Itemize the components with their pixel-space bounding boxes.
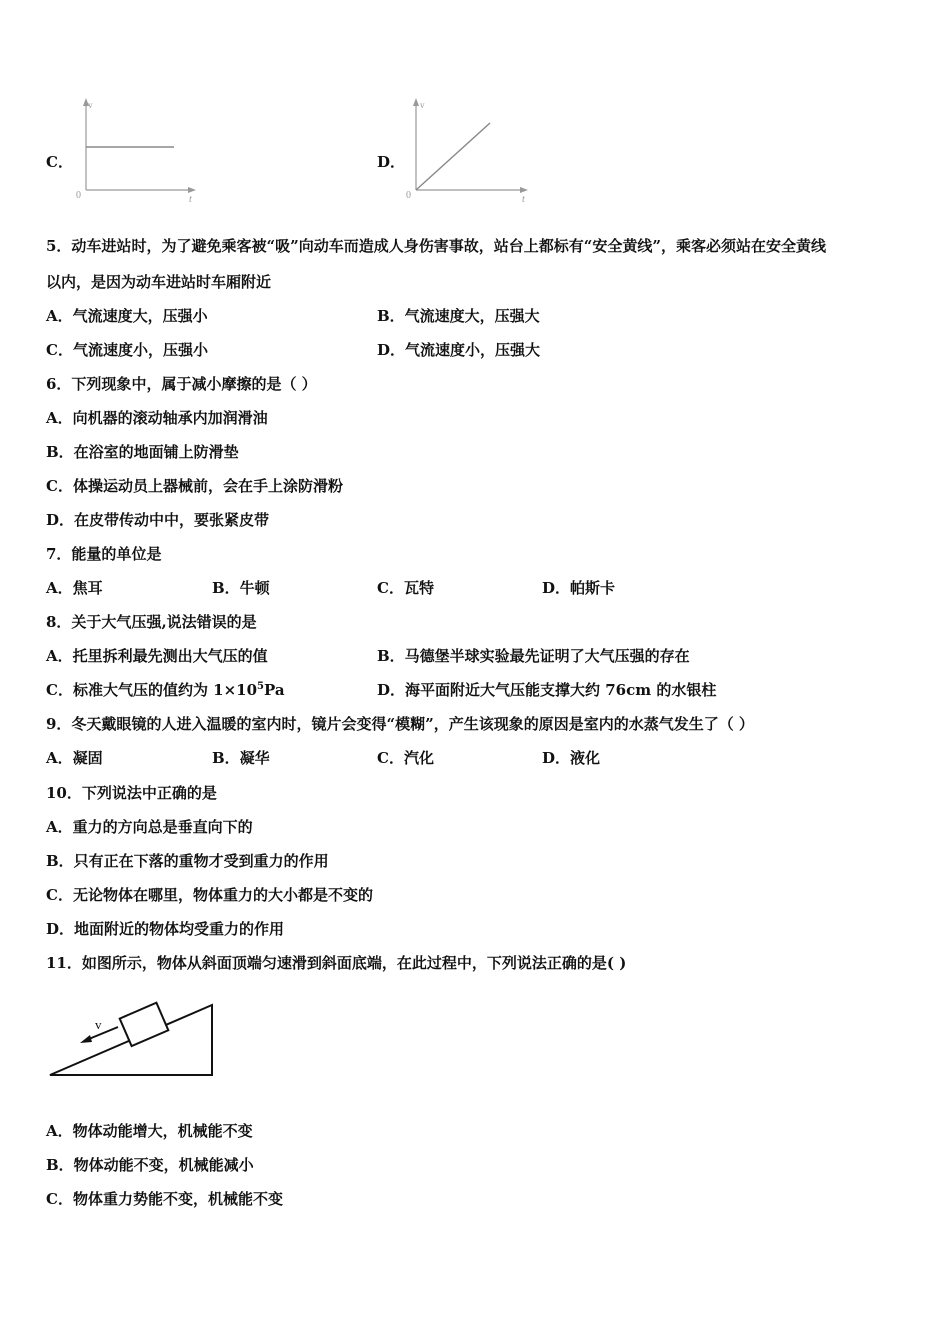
y-axis-label: v <box>88 100 93 110</box>
q8-option-a: A．托里拆利最先测出大气压的值 <box>46 647 268 665</box>
q11-option-c: C．物体重力势能不变，机械能不变 <box>46 1190 283 1208</box>
q8-option-d: D．海平面附近大气压能支撑大约 76cm 的水银柱 <box>377 681 717 699</box>
q10-option-a: A．重力的方向总是垂直向下的 <box>46 818 253 836</box>
q9-option-a: A．凝固 <box>46 749 103 767</box>
q9-option-d: D．液化 <box>542 749 601 767</box>
q7-stem: 7．能量的单位是 <box>46 545 162 563</box>
origin-label: 0 <box>406 190 411 201</box>
q8-option-c <box>46 680 285 700</box>
incline-figure <box>44 985 220 1081</box>
x-axis-label: t <box>189 194 192 205</box>
q9-option-c: C．汽化 <box>377 749 434 767</box>
x-axis-arrow-icon <box>520 187 528 193</box>
velocity-label: v <box>95 1017 102 1032</box>
q11-option-a: A．物体动能增大，机械能不变 <box>46 1122 253 1140</box>
q10-stem: 10．下列说法中正确的是 <box>46 784 217 802</box>
x-axis-arrow-icon <box>188 187 196 193</box>
q5-option-a: A．气流速度大，压强小 <box>46 307 208 325</box>
vt-graph-d <box>400 96 540 206</box>
q8-option-c-exponent: 5 <box>257 681 265 692</box>
vt-graph-c <box>70 96 210 206</box>
q6-option-d: D．在皮带传动中中，要张紧皮带 <box>46 511 270 529</box>
q6-option-a: A．向机器的滚动轴承内加润滑油 <box>46 409 268 427</box>
q5-option-d: D．气流速度小，压强大 <box>377 341 541 359</box>
q10-option-b: B．只有正在下落的重物才受到重力的作用 <box>46 852 329 870</box>
q9-stem: 9．冬天戴眼镜的人进入温暖的室内时，镜片会变得“模糊”，产生该现象的原因是室内的水蒸气发生了（ ） <box>46 715 754 733</box>
origin-label: 0 <box>76 190 81 201</box>
q8-option-c-unit: Pa <box>264 681 285 699</box>
q6-option-c: C．体操运动员上器械前，会在手上涂防滑粉 <box>46 477 343 495</box>
q8-option-c-text: C．标准大气压的值约为 1×10 <box>46 681 258 699</box>
sliding-block <box>120 1003 169 1046</box>
option-c-label: C． <box>46 153 73 171</box>
q11-stem: 11．如图所示，物体从斜面顶端匀速滑到斜面底端，在此过程中，下列说法正确的是( ) <box>46 954 627 972</box>
q7-option-d: D．帕斯卡 <box>542 579 616 597</box>
q5-option-b: B．气流速度大，压强大 <box>377 307 540 325</box>
q5-option-c: C．气流速度小，压强小 <box>46 341 208 359</box>
q9-option-b: B．凝华 <box>212 749 270 767</box>
arrow-head-icon <box>80 1035 92 1043</box>
y-axis-arrow-icon <box>413 98 419 106</box>
q6-stem: 6．下列现象中，属于减小摩擦的是（ ） <box>46 375 317 393</box>
q5-stem-line1: 5．动车进站时，为了避免乘客被“吸”向动车而造成人身伤害事故，站台上都标有“安全黄线”，乘客必须站在安全黄线 <box>46 237 826 255</box>
y-axis-label: v <box>420 100 425 110</box>
q7-option-c: C．瓦特 <box>377 579 434 597</box>
x-axis-label: t <box>522 194 525 205</box>
q11-option-b: B．物体动能不变，机械能减小 <box>46 1156 254 1174</box>
q6-option-b: B．在浴室的地面铺上防滑垫 <box>46 443 239 461</box>
q8-option-b: B．马德堡半球实验最先证明了大气压强的存在 <box>377 647 690 665</box>
q7-option-b: B．牛顿 <box>212 579 270 597</box>
option-d-label: D． <box>377 153 406 171</box>
q10-option-c: C．无论物体在哪里，物体重力的大小都是不变的 <box>46 886 373 904</box>
q10-option-d: D．地面附近的物体均受重力的作用 <box>46 920 285 938</box>
q7-option-a: A．焦耳 <box>46 579 103 597</box>
q5-stem-line2: 以内，是因为动车进站时车厢附近 <box>46 273 272 291</box>
q8-stem: 8．关于大气压强,说法错误的是 <box>46 613 257 631</box>
graph-line <box>416 123 490 190</box>
